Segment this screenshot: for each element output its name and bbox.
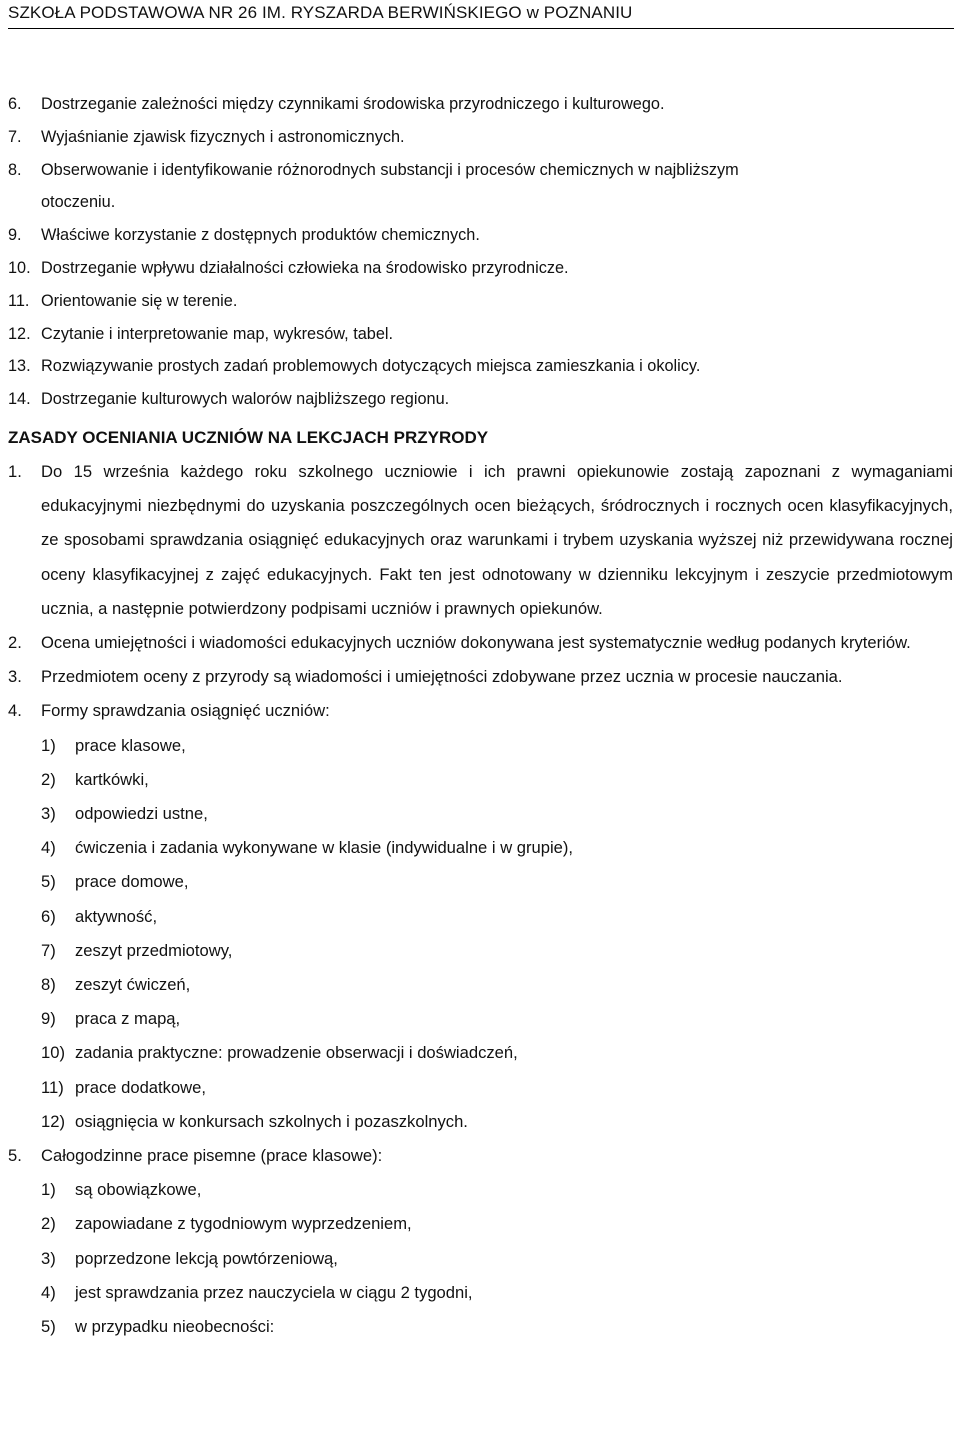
item-text: Dostrzeganie wpływu działalności człowieka na środowisko przyrodnicze.: [41, 258, 569, 277]
sub-item: [41, 831, 953, 865]
item-number: 6.: [8, 95, 22, 113]
sub-item: [41, 1242, 953, 1276]
sub-text: zadania praktyczne: prowadzenie obserwacji i doświadczeń,: [75, 1043, 518, 1063]
rule-number: 3.: [8, 667, 22, 687]
item-text: Dostrzeganie zależności między czynnikami środowiska przyrodniczego i kulturowego.: [41, 95, 665, 113]
item-number: 11.: [8, 291, 30, 310]
sub-number: 2): [41, 1214, 56, 1234]
rule-item: [8, 660, 953, 694]
list-item: [8, 318, 954, 351]
sub-number: 11): [41, 1077, 64, 1097]
sub-number: 1): [41, 735, 56, 755]
item-text: Właściwe korzystanie z dostępnych produktów chemicznych.: [41, 226, 480, 245]
sub-text: prace klasowe,: [75, 735, 186, 755]
sub-text: zeszyt przedmiotowy,: [75, 940, 233, 960]
sub-number: 9): [41, 1009, 56, 1029]
item-number: 12.: [8, 324, 31, 343]
item-number: 8.: [8, 160, 22, 179]
rule-number: 1.: [8, 462, 22, 481]
sub-number: 7): [41, 940, 56, 960]
sub-text: osiągnięcia w konkursach szkolnych i pozaszkolnych.: [75, 1111, 468, 1131]
sub-item: [41, 934, 953, 968]
rule-item: [8, 1139, 953, 1344]
sub-text: ćwiczenia i zadania wykonywane w klasie (indywidualne i w grupie),: [75, 838, 574, 858]
sub-number: 3): [41, 1248, 56, 1268]
list-item: [8, 285, 954, 318]
sub-number: 1): [41, 1180, 56, 1200]
sub-number: 5): [41, 872, 56, 892]
objectives-list: [8, 88, 954, 416]
rule-text: Przedmiotem oceny z przyrody są wiadomości i umiejętności zdobywane przez ucznia w procesie nauczania.: [41, 667, 843, 687]
sub-item: [41, 1276, 953, 1310]
item-text: Obserwowanie i identyfikowanie różnorodnych substancji i procesów chemicznych w najbliższym otoczeniu.: [41, 160, 739, 212]
sub-number: 4): [41, 1282, 56, 1302]
item-text: Orientowanie się w terenie.: [41, 291, 238, 310]
item-text: Dostrzeganie kulturowych walorów najbliższego regionu.: [41, 390, 450, 409]
rule-item: [8, 626, 953, 660]
page-header: [8, 2, 954, 24]
sub-item: [41, 797, 953, 831]
sub-number: 4): [41, 838, 56, 858]
sub-number: 5): [41, 1317, 56, 1337]
school-name: SZKOŁA PODSTAWOWA NR 26 IM. RYSZARDA BERWIŃSKIEGO w POZNANIU: [8, 3, 633, 22]
sub-number: 3): [41, 804, 56, 824]
rule-text: Całogodzinne prace pisemne (prace klasowe):: [41, 1146, 383, 1166]
rule-text: Formy sprawdzania osiągnięć uczniów:: [41, 701, 330, 721]
sub-item: [41, 763, 953, 797]
list-item: [8, 219, 954, 252]
rule-item: [8, 455, 953, 626]
sub-item: [41, 1173, 953, 1207]
rule-number: 5.: [8, 1146, 22, 1166]
item-text: Wyjaśnianie zjawisk fizycznych i astronomicznych.: [41, 127, 405, 146]
sub-item: [41, 1071, 953, 1105]
sub-item: [41, 1207, 953, 1241]
rule-number: 4.: [8, 701, 22, 721]
item-number: 9.: [8, 226, 22, 245]
assessment-forms-list: [41, 729, 953, 1139]
grading-rules: [8, 455, 953, 1344]
rule-text: Do 15 września każdego roku szkolnego uczniowie i ich prawni opiekunowie zostają zapoznani z wymaganiami edukacyjnymi niezbędnymi do uzyskania poszczególnych ocen bieżących, śródrocznych i rocznych ocen klasyfikacyjnych, ze sposobami sprawdzania osiągnięć edukacyjnych oraz warunkami i trybem uzyskania wyższej niż przewidywana rocznej oceny klasyfikacyjnej z zajęć edukacyjnych. Fakt ten jest odnotowany w dzienniku lekcyjnym i zeszycie przedmiotowym ucznia, a następnie potwierdzony podpisami uczniów i prawnych opiekunów.: [41, 462, 953, 618]
sub-item: [41, 900, 953, 934]
header-divider: [8, 28, 954, 29]
item-number: 14.: [8, 390, 31, 409]
item-number: 13.: [8, 357, 31, 376]
sub-text: praca z mapą,: [75, 1009, 181, 1029]
sub-number: 8): [41, 975, 56, 995]
sub-text: zeszyt ćwiczeń,: [75, 975, 191, 995]
list-item: [8, 88, 954, 121]
sub-number: 6): [41, 906, 56, 926]
list-item: [8, 383, 954, 416]
rule-text: Ocena umiejętności i wiadomości edukacyjnych uczniów dokonywana jest systematycznie według podanych kryteriów.: [41, 633, 911, 653]
sub-item: [41, 729, 953, 763]
sub-text: prace domowe,: [75, 872, 189, 892]
item-text: Rozwiązywanie prostych zadań problemowych dotyczących miejsca zamieszkania i okolicy.: [41, 357, 701, 376]
rule-number: 2.: [8, 633, 22, 653]
list-item: [8, 154, 811, 220]
sub-text: kartkówki,: [75, 769, 149, 789]
sub-text: odpowiedzi ustne,: [75, 804, 208, 824]
rule-item: [8, 694, 953, 1139]
list-item: [8, 252, 954, 285]
sub-item: [41, 1105, 953, 1139]
sub-item: [41, 1310, 953, 1344]
sub-item: [41, 968, 953, 1002]
sub-text: w przypadku nieobecności:: [75, 1317, 275, 1337]
sub-text: jest sprawdzania przez nauczyciela w ciągu 2 tygodni,: [75, 1282, 473, 1302]
section-heading: ZASADY OCENIANIA UCZNIÓW NA LEKCJACH PRZYRODY: [8, 428, 489, 447]
sub-text: zapowiadane z tygodniowym wyprzedzeniem,: [75, 1214, 412, 1234]
sub-text: poprzedzone lekcją powtórzeniową,: [75, 1248, 338, 1268]
sub-item: [41, 1002, 953, 1036]
item-text: Czytanie i interpretowanie map, wykresów, tabel.: [41, 324, 394, 343]
list-item: [8, 121, 954, 154]
sub-text: prace dodatkowe,: [75, 1077, 206, 1097]
item-number: 10.: [8, 258, 31, 277]
sub-number: 10): [41, 1043, 65, 1063]
sub-number: 12): [41, 1111, 65, 1131]
sub-item: [41, 865, 953, 899]
item-number: 7.: [8, 127, 22, 146]
sub-text: aktywność,: [75, 906, 158, 926]
sub-text: są obowiązkowe,: [75, 1180, 202, 1200]
sub-item: [41, 1036, 953, 1070]
list-item: [8, 350, 954, 383]
sub-number: 2): [41, 769, 56, 789]
tests-list: [41, 1173, 953, 1344]
